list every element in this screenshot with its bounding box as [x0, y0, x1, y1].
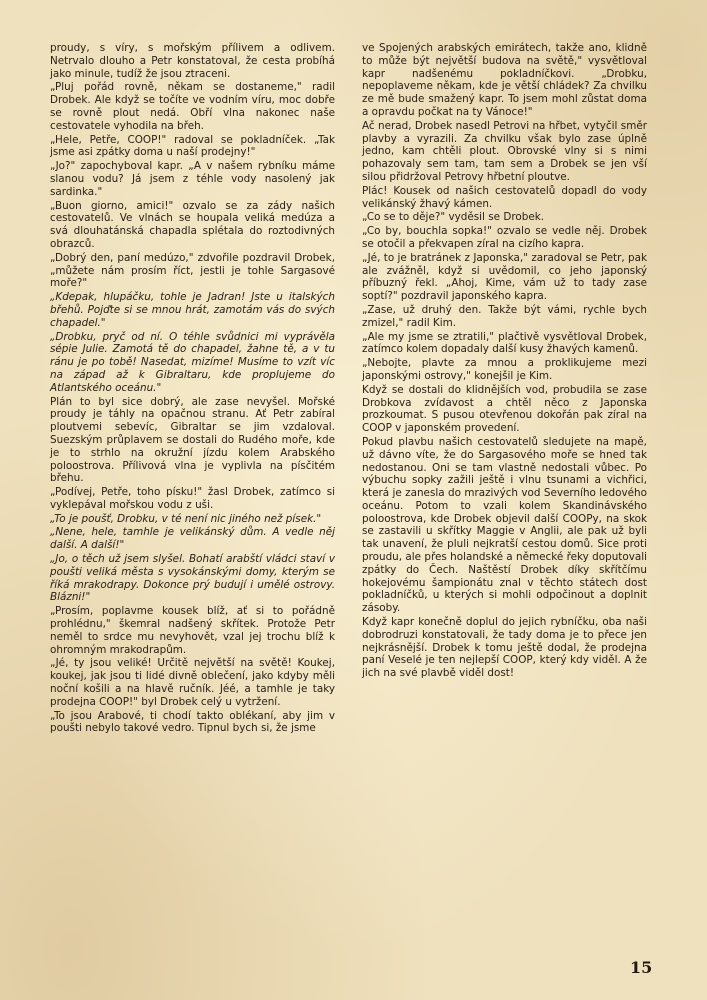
paragraph: „To je poušť, Drobku, v té není nic jiného než písek.": [50, 512, 322, 525]
paragraph: „Nebojte, plavte za mnou a proklikujeme mezi japonskými ostrovy," konejšil je Kim.: [362, 357, 647, 382]
paragraph: „Nene, hele, tamhle je velikánský dům. A vedle něj další. A další!": [50, 526, 335, 552]
paragraph: „Kdepak, hlupáčku, tohle je Jadran! Jste u italských břehů. Pojďte si se mnou hrát, zamotám vás do svých chapadel.": [50, 291, 335, 329]
paragraph: „Pluj pořád rovně, někam se dostaneme," radil Drobek. Ale když se točíte ve vodním víru, moc dobře se rovně plout nedá. Obří vlna nakonec naše cestovatele vyhodila na břeh.: [50, 81, 335, 132]
paragraph: „Buon giorno, amici!" ozvalo se za zády našich cestovatelů. Ve vlnách se houpala veliká medúza a svá dlouhatánská chapadla splétala do roztodivných obrazců.: [50, 199, 335, 250]
paragraph: Když se dostali do klidnějších vod, probudila se zase Drobkova zvídavost a chtěl něco z Japonska prozkoumat. S pusou otevřenou dokořán pak zíral na COOP v japonském provedení.: [362, 383, 647, 435]
page-number: 15: [630, 958, 653, 977]
paragraph: „Zase, už druhý den. Takže být vámi, rychle bych zmizel," radil Kim.: [362, 303, 647, 329]
paragraph: „Jo?" zapochyboval kapr. „A v našem rybníku máme slanou vodu? Já jsem z téhle vody nasolený jak sardinka.": [50, 160, 335, 198]
paragraph: „Jé, to je bratránek z Japonska," zaradoval se Petr, pak ale zvážněl, když si uvědomil, co jeho japonský příbuzný řekl. „Ahoj, Kime, vám už to tady zase soptí?" pozdravil japonského kapra.: [362, 251, 647, 303]
paragraph: Plán to byl sice dobrý, ale zase nevyšel. Mořské proudy je táhly na opačnou stranu. Ať Petr zabíral ploutvemi sebevíc, Gibraltar se jim vzdaloval. Suezským průplavem se dostali do Rudého moře, kde je to strhlo na okružní jízdu kolem Arabského poloostrova. Přílivová vlna je vyplivla na písčitém břehu.: [50, 395, 335, 485]
paragraph: „To jsou Arabové, ti chodí takto oblékaní, aby jim v poušti nebylo takové vedro. Tipnul bych si, že jsme: [50, 709, 335, 735]
paragraph: Když kapr konečně doplul do jejich rybníčku, oba naši dobrodruzi konstatovali, že tady doma je to přece jen nejkrásnější. Drobek k tomu ještě dodal, že prodejna paní Veselé je ten nejlepší COOP, který kdy viděl. A že jich na své plavbě viděl dost!: [362, 616, 647, 680]
paragraph: Plác! Kousek od našich cestovatelů dopadl do vody velikánský žhavý kámen.: [362, 184, 647, 210]
paragraph: „Co by, bouchla sopka!" ozvalo se vedle něj. Drobek se otočil a překvapen zíral na cizího kapra.: [362, 225, 647, 250]
paragraph: „Drobku, pryč od ní. O téhle svůdnici mi vyprávěla sépie Julie. Zamotá tě do chapadel, žahne tě, a v tu ránu je po tobě! Nasedat, mizíme! Musíme to vzít víc na západ až k Gibraltaru, kde proplujeme do Atlantského oceánu.": [50, 330, 335, 394]
paragraph: „Dobrý den, paní medúzo," zdvořile pozdravil Drobek, „můžete nám prosím říct, jestli je tohle Sargasové moře?": [50, 251, 335, 290]
paragraph: ve Spojených arabských emirátech, takže ano, klidně to může být největší budova na světě," vysvětloval kapr nadšenému pokladníčkovi. „Drobku, nepoplaveme někam, kde je větší chládek? Za chvilku ze mě bude smažený kapr. To jsem mohl zůstat doma a opravdu počkat na ty Vánoce!": [362, 42, 647, 118]
paragraph: „Podívej, Petře, toho písku!" žasl Drobek, zatímco si vyklepával mořskou vodu z uši.: [50, 486, 335, 511]
paragraph: proudy, s víry, s mořským přílivem a odlivem. Netrvalo dlouho a Petr konstatoval, že cesta probíhá jako minule, tudíž že jsou ztraceni.: [50, 42, 335, 80]
paragraph: Pokud plavbu našich cestovatelů sledujete na mapě, už dávno víte, že do Sargasového moře se hned tak nedostanou. Oni se tam vlastně nedostali vůbec. Po výbuchu sopky zažili ještě i vlnu tsunami a vichřici, která je zanesla do mrazivých vod Severního ledového oceánu. Potom to vzali kolem Skandinávského poloostrova, kde Drobek objevil další COOPy, na skok se zastavili u skřítky Maggie v Anglii, ale pak už byli tak unavení, že pluli nejkratší cestou domů. Sice proti proudu, ale přes holandské a německé řeky doputovali zpátky do Čech. Naštěstí Drobek díky skřítčímu hokejovému šampionátu znal v těchto státech dost pokladníčků, u kterých si mohli odpočinout a doplnit zásoby.: [362, 435, 647, 615]
paragraph: „Ale my jsme se ztratili," plačtivě vysvětloval Drobek, zatímco kolem dopadaly další kusy žhavých kamenů.: [362, 330, 647, 356]
paragraph: „Hele, Petře, COOP!" radoval se pokladníček. „Tak jsme asi zpátky doma u naší prodejny!": [50, 133, 335, 159]
paragraph: „Co se to děje?" vyděsil se Drobek.: [362, 211, 545, 224]
paragraph: Ač nerad, Drobek nasedl Petrovi na hřbet, vytyčil směr plavby a vyrazili. Za chvilku však bylo zase úplně jedno, kam chtěli plout. Obrovské vlny si s nimi pohazovaly sem tam, tam sem a Drobek se jen vší silou přidržoval Petrovy hřbetní ploutve.: [362, 119, 647, 183]
left-text-column: [50, 42, 335, 736]
paragraph: „Jo, o těch už jsem slyšel. Bohatí arabští vládci staví v poušti veliká města s vysokánskými domy, kterým se říká mrakodrapy. Dokonce prý budují i umělé ostrovy. Blázni!": [50, 553, 335, 604]
right-text-column: [362, 42, 647, 681]
paragraph: „Jé, ty jsou veliké! Určitě největší na světě! Koukej, koukej, jak jsou ti lidé divně oblečení, jako kdyby měli noční košili a na hlavě ručník. Jéé, a tamhle je taky prodejna COOP!" byl Drobek celý u vytržení.: [50, 657, 335, 708]
paragraph: „Prosím, poplavme kousek blíž, ať si to pořádně prohlédnu," škemral nadšený skřítek. Protože Petr neměl to srdce mu nevyhovět, vzal jej trochu blíž k ohromným mrakodrapům.: [50, 605, 335, 656]
